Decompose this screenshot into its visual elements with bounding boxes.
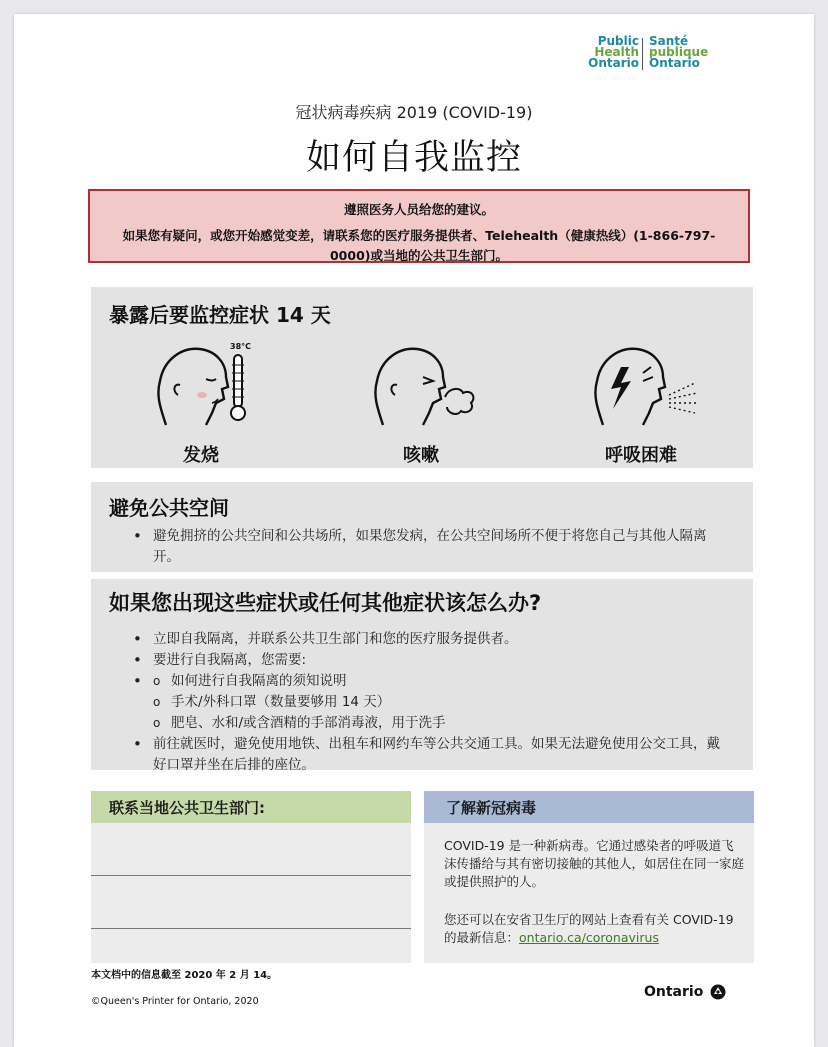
logo-divider <box>642 38 643 70</box>
learn-paragraph-1: COVID-19 是一种新病毒。它通过感染者的呼吸道飞沫传播给与其有密切接触的其他人，如居住在同一家庭或提供照护的人。 <box>444 838 745 889</box>
ontario-logo: Ontario <box>644 984 726 1000</box>
symptoms-action-panel <box>91 579 753 773</box>
sub-list-item: o • 如何进行自我隔离的须知说明 <box>149 671 729 692</box>
monitor-symptoms-panel <box>91 287 753 468</box>
contact-heading: 联系当地公共卫生部门: <box>109 799 265 817</box>
learn-paragraph-2: 您还可以在安省卫生厅的网站上查看有关 COVID-19 的最新信息：ontario.ca/coronavirus <box>444 912 734 945</box>
avoid-public-spaces-panel <box>91 482 753 572</box>
alert-line-1: 遵照医务人员给您的建议。 <box>343 202 494 217</box>
learn-about-covid-header <box>424 791 754 823</box>
document-page <box>14 14 814 1047</box>
public-health-ontario-logo <box>544 36 734 76</box>
alert-line-2: 如果您有疑问，或您开始感觉变差，请联系您的医疗服务提供者、Telehealth（健康热线）(1-866-797-0000)或当地的公共卫生部门。 <box>122 228 716 263</box>
learn-about-covid-box <box>424 823 754 963</box>
document-subtitle: 冠状病毒疾病 2019 (COVID-19) <box>295 103 533 122</box>
list-item: • 立即自我隔离，并联系公共卫生部门和您的医疗服务提供者。 <box>131 629 729 650</box>
logo-french: Santé publique Ontario <box>649 34 709 70</box>
action-heading: 如果您出现这些症状或任何其他症状该怎么办? <box>109 591 542 615</box>
date-footnote: 本文档中的信息截至 2020 年 2 月 14。 <box>91 970 278 981</box>
isolation-needs-list <box>149 671 729 734</box>
avoid-bullet-list <box>131 526 729 568</box>
sub-list-wrapper <box>131 671 729 734</box>
action-bullet-list <box>131 629 729 776</box>
symptom-fever <box>121 337 281 467</box>
symptom-label: 呼吸困难 <box>605 445 677 466</box>
symptom-label: 咳嗽 <box>403 445 439 466</box>
monitor-heading: 暴露后要监控症状 14 天 <box>109 303 331 327</box>
fever-thermometer-icon <box>146 337 256 432</box>
learn-heading: 了解新冠病毒 <box>446 799 537 817</box>
contact-write-in-box <box>91 823 411 963</box>
document-title: 如何自我监控 <box>305 138 522 178</box>
symptom-breathing <box>561 337 721 467</box>
breathing-difficulty-icon <box>581 337 701 432</box>
contact-public-health-header <box>91 791 411 823</box>
sub-list-item: o 肥皂、水和/或含酒精的手部消毒液，用于洗手 <box>149 713 729 734</box>
thermometer-label: 38°C <box>230 342 252 351</box>
list-item: • 避免拥挤的公共空间和公共场所，如果您发病，在公共空间场所不便于将您自己与其他人隔离开。 <box>131 526 729 568</box>
logo-english: Public Health Ontario <box>588 34 639 70</box>
write-in-line <box>91 928 411 929</box>
sub-list-item: o 手术/外科口罩（数量要够用 14 天） <box>149 692 729 713</box>
symptom-cough <box>341 337 501 467</box>
avoid-heading: 避免公共空间 <box>109 496 229 520</box>
cough-icon <box>361 337 481 432</box>
list-item: • 前往就医时，避免使用地铁、出租车和网约车等公共交通工具。如果无法避免使用公交工具，戴好口罩并坐在后排的座位。 <box>131 734 729 776</box>
ontario-trillium-icon <box>710 984 726 1000</box>
advice-alert-box <box>88 189 750 263</box>
copyright-notice: ©Queen's Printer for Ontario, 2020 <box>91 996 259 1007</box>
ontario-coronavirus-link[interactable]: ontario.ca/coronavirus <box>519 930 659 945</box>
write-in-line <box>91 875 411 876</box>
list-item: • 要进行自我隔离，您需要: <box>131 650 729 671</box>
symptom-label: 发烧 <box>183 445 219 466</box>
